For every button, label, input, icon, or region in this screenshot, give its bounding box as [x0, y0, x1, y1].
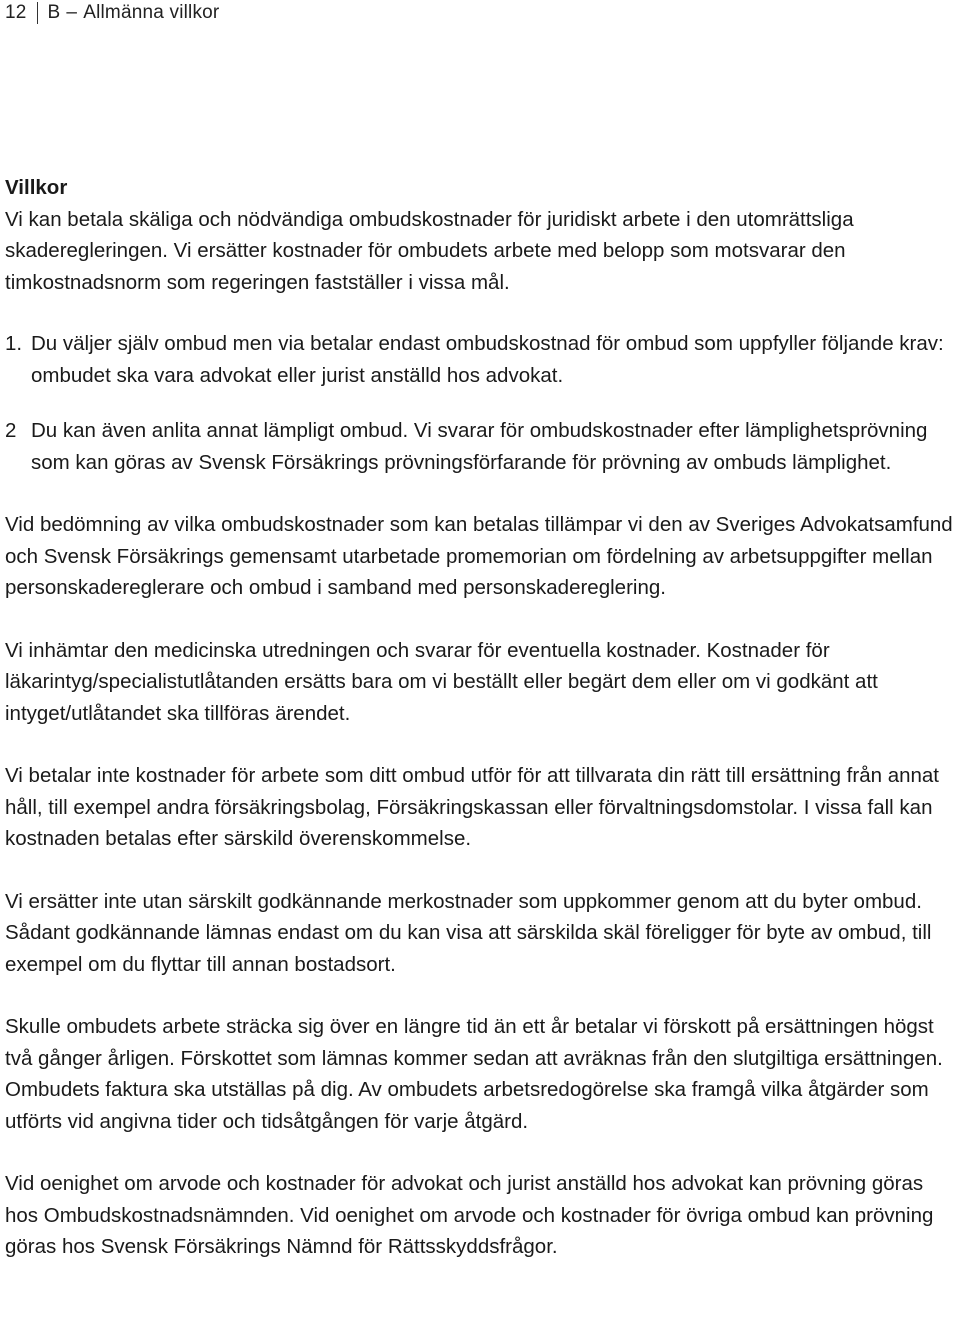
header-title: Allmänna villkor: [83, 2, 220, 23]
list-item-text: Du kan även anlita annat lämpligt ombud. Vi svarar för ombudskostnader efter lämplighetsprövning som kan göras av Svensk Försäkrings prövningsförfarande för prövning av ombuds lämplighet.: [31, 419, 928, 474]
body-paragraph: Vid oenighet om arvode och kostnader för advokat och jurist anställd hos advokat kan prövning göras hos Ombudskostnadsnämnden. Vid oenighet om arvode och kostnader för övriga ombud kan prövning göras hos Svensk Försäkrings Nämnd för Rättsskyddsfrågor.: [5, 1172, 934, 1258]
list-item-number: 2: [5, 419, 17, 442]
section-letter: B: [47, 2, 61, 23]
page-number: 12: [5, 2, 27, 23]
document-body: [5, 172, 955, 1294]
intro-paragraph: Vi kan betala skäliga och nödvändiga ombudskostnader för juridiskt arbete i den utomrättsliga skaderegleringen. Vi ersätter kostnader för ombudets arbete med belopp som motsvarar den timkostnadsnorm som regeringen fastställer i vissa mål.: [5, 207, 854, 294]
list-item-text: Du väljer själv ombud men via betalar endast ombudskostnad för ombud som uppfyller följande krav: ombudet ska vara advokat eller jurist anställd hos advokat.: [31, 332, 944, 387]
header-dash: –: [66, 2, 78, 23]
body-paragraph: Vi betalar inte kostnader för arbete som ditt ombud utför för att tillvarata din rätt till ersättning från annat håll, till exempel andra försäkringsbolag, Försäkringskassan eller förvaltningsdomstolar. I vissa fall kan kostnaden betalas efter särskild överenskommelse.: [5, 764, 940, 850]
list-item: [5, 328, 955, 391]
body-paragraph: Skulle ombudets arbete sträcka sig över en längre tid än ett år betalar vi förskott på ersättningen högst två gånger årligen. Förskottet som lämnas kommer sedan att avräknas från den slutgiltiga ersättningen. Ombudets faktura ska utställas på dig. Av ombudets arbetsredogörelse ska framgå vilka åtgärder som utförts vid angivna tider och tidsåtgången för varje åtgärd.: [5, 1015, 943, 1133]
list-item: [5, 415, 955, 478]
body-paragraph: Vid bedömning av vilka ombudskostnader som kan betalas tillämpar vi den av Sveriges Advokatsamfund och Svensk Försäkrings gemensamt utarbetade promemorian om fördelning av arbetsuppgifter mellan personskadereglerare och ombud i samband med personskadereglering.: [5, 513, 953, 599]
body-paragraph: Vi ersätter inte utan särskilt godkännande merkostnader som uppkommer genom att du byter ombud. Sådant godkännande lämnas endast om du kan visa att särskilda skäl föreligger för byte av ombud, till exempel om du flyttar till annan bostadsort.: [5, 889, 932, 976]
header-divider: [37, 2, 38, 24]
page-header: [5, 2, 219, 24]
body-paragraph: Vi inhämtar den medicinska utredningen och svarar för eventuella kostnader. Kostnader för läkarintyg/specialistutlåtanden ersätts bara om vi beställt eller begärt dem eller om vi godkänt att intyget/utlåtandet ska tillföras ärendet.: [5, 638, 878, 725]
section-heading: Villkor: [5, 176, 68, 199]
list-item-number: 1.: [5, 332, 23, 355]
